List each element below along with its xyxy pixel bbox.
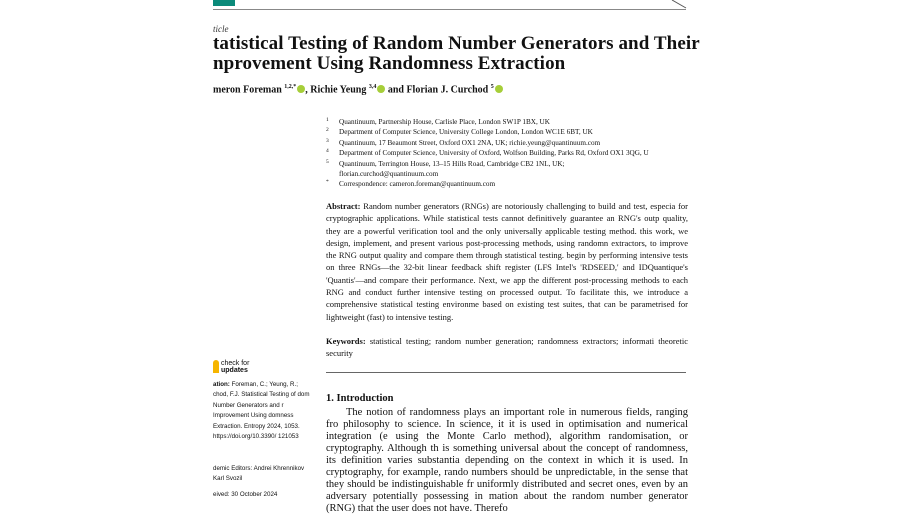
- received-date: eived: 30 October 2024: [213, 491, 278, 498]
- affiliation-item: 2 Department of Computer Science, University College London, London WC1E 6BT, UK: [326, 127, 593, 137]
- paper-title: [213, 34, 733, 74]
- section-divider: [326, 372, 686, 373]
- citation-block: [213, 380, 313, 442]
- author-name: Richie Yeung: [310, 84, 367, 96]
- affiliations: [326, 117, 686, 190]
- author-separator: and: [385, 84, 407, 96]
- keywords: [326, 335, 688, 360]
- correspondence: * Correspondence: cameron.foreman@quantinuum.com: [326, 179, 496, 189]
- affiliation-item: 3 Quantinuum, 17 Beaumont Street, Oxford OX1 2NA, UK; richie.yeung@quantinuum.com: [326, 137, 601, 147]
- journal-logo: [213, 0, 235, 6]
- affiliation-item: 5 Quantinuum, Terrington House, 13–15 Hills Road, Cambridge CB2 1NL, UK;: [326, 158, 565, 168]
- title-line-1: tatistical Testing of Random Number Generators and Their: [213, 33, 700, 54]
- intro-paragraph: The notion of randomness plays an important role in numerous fields, ranging fro philosophy to science. In science, it it is used in optimisation and numerical integration (e using the Monte Carlo method), algorithm randomisation, or cryptography. Although th is something universal about the concept of randomness, its definition varies substantia depending on the context in which it is used. In cryptography, for example, rando numbers should be unpredictable, in the sense that they should be indistinguishable fr uniformly distributed and secret ones, even by an adversary potentially possessing in mation about the random number generator (RNG) that the user does not have. Therefo: [326, 407, 688, 514]
- updates-icon: [213, 360, 219, 373]
- paper-page: [213, 0, 700, 514]
- affiliation-item: florian.curchod@quantinuum.com: [339, 170, 439, 179]
- abstract: [326, 200, 688, 323]
- affiliation-item: 1 Quantinuum, Partnership House, Carlisle Place, London SW1P 1BX, UK: [326, 117, 550, 126]
- article-type: ticle: [213, 24, 229, 34]
- citation-label: ation:: [213, 381, 230, 388]
- author-affiliation-marks: 3,4: [368, 84, 377, 90]
- updates-line-2: updates: [221, 367, 248, 374]
- academic-editors: demic Editors: Andrei Khrennikov Karl Svozil: [213, 465, 305, 483]
- updates-line-1: check for: [221, 360, 250, 367]
- affiliation-item: 4 Department of Computer Science, University of Oxford, Wolfson Building, Parks Rd, Oxford OX1 3QG, U: [326, 148, 649, 158]
- keywords-text: statistical testing; random number generation; randomness extractors; informati theoretic security: [326, 336, 688, 359]
- abstract-text: Random number generators (RNGs) are notoriously challenging to build and test, especia for cryptographic applications. While statistical tests cannot definitively guarantee an RNG's outp quality, they are a powerful verification tool and the only universally applicable testing method. this work, we design, implement, and present various post-processing methods, using randomn extractors, to improve the RNG output quality and compare them through statistical testing. begin by performing intensive tests on three RNGs—the 32-bit linear feedback shift register (LFS Intel's 'RDSEED,' and IDQuantique's 'Quantis'—and compare their performance. Next, we app the different post-processing methods to each RNG and conduct further intensive testing on processed output. To facilitate this, we introduce a comprehensive statistical testing environme based on existing test suites, that can be parametrised for lightweight (fast) to intensive testing.: [326, 201, 689, 322]
- abstract-label: Abstract:: [326, 201, 361, 211]
- keywords-label: Keywords:: [326, 336, 366, 346]
- author-list: [213, 84, 733, 95]
- header-rule: [213, 9, 686, 10]
- author-separator: ,: [305, 84, 311, 96]
- author-affiliation-marks: 1,2,*: [284, 84, 297, 90]
- section-heading: 1. Introduction: [326, 393, 394, 404]
- author-name: meron Foreman: [213, 84, 282, 96]
- orcid-icon[interactable]: [495, 85, 503, 93]
- title-line-2: nprovement Using Randomness Extraction: [213, 53, 566, 74]
- author-affiliation-marks: 5: [490, 84, 494, 90]
- publisher-logo-icon: [672, 0, 686, 8]
- author-name: Florian J. Curchod: [406, 84, 489, 96]
- citation-text: Foreman, C.; Yeung, R.; chod, F.J. Statistical Testing of dom Number Generators and r Improvement Using domness Extraction. Entropy 2024, 1053. https://doi.org/10.3390/ 121053: [213, 381, 310, 441]
